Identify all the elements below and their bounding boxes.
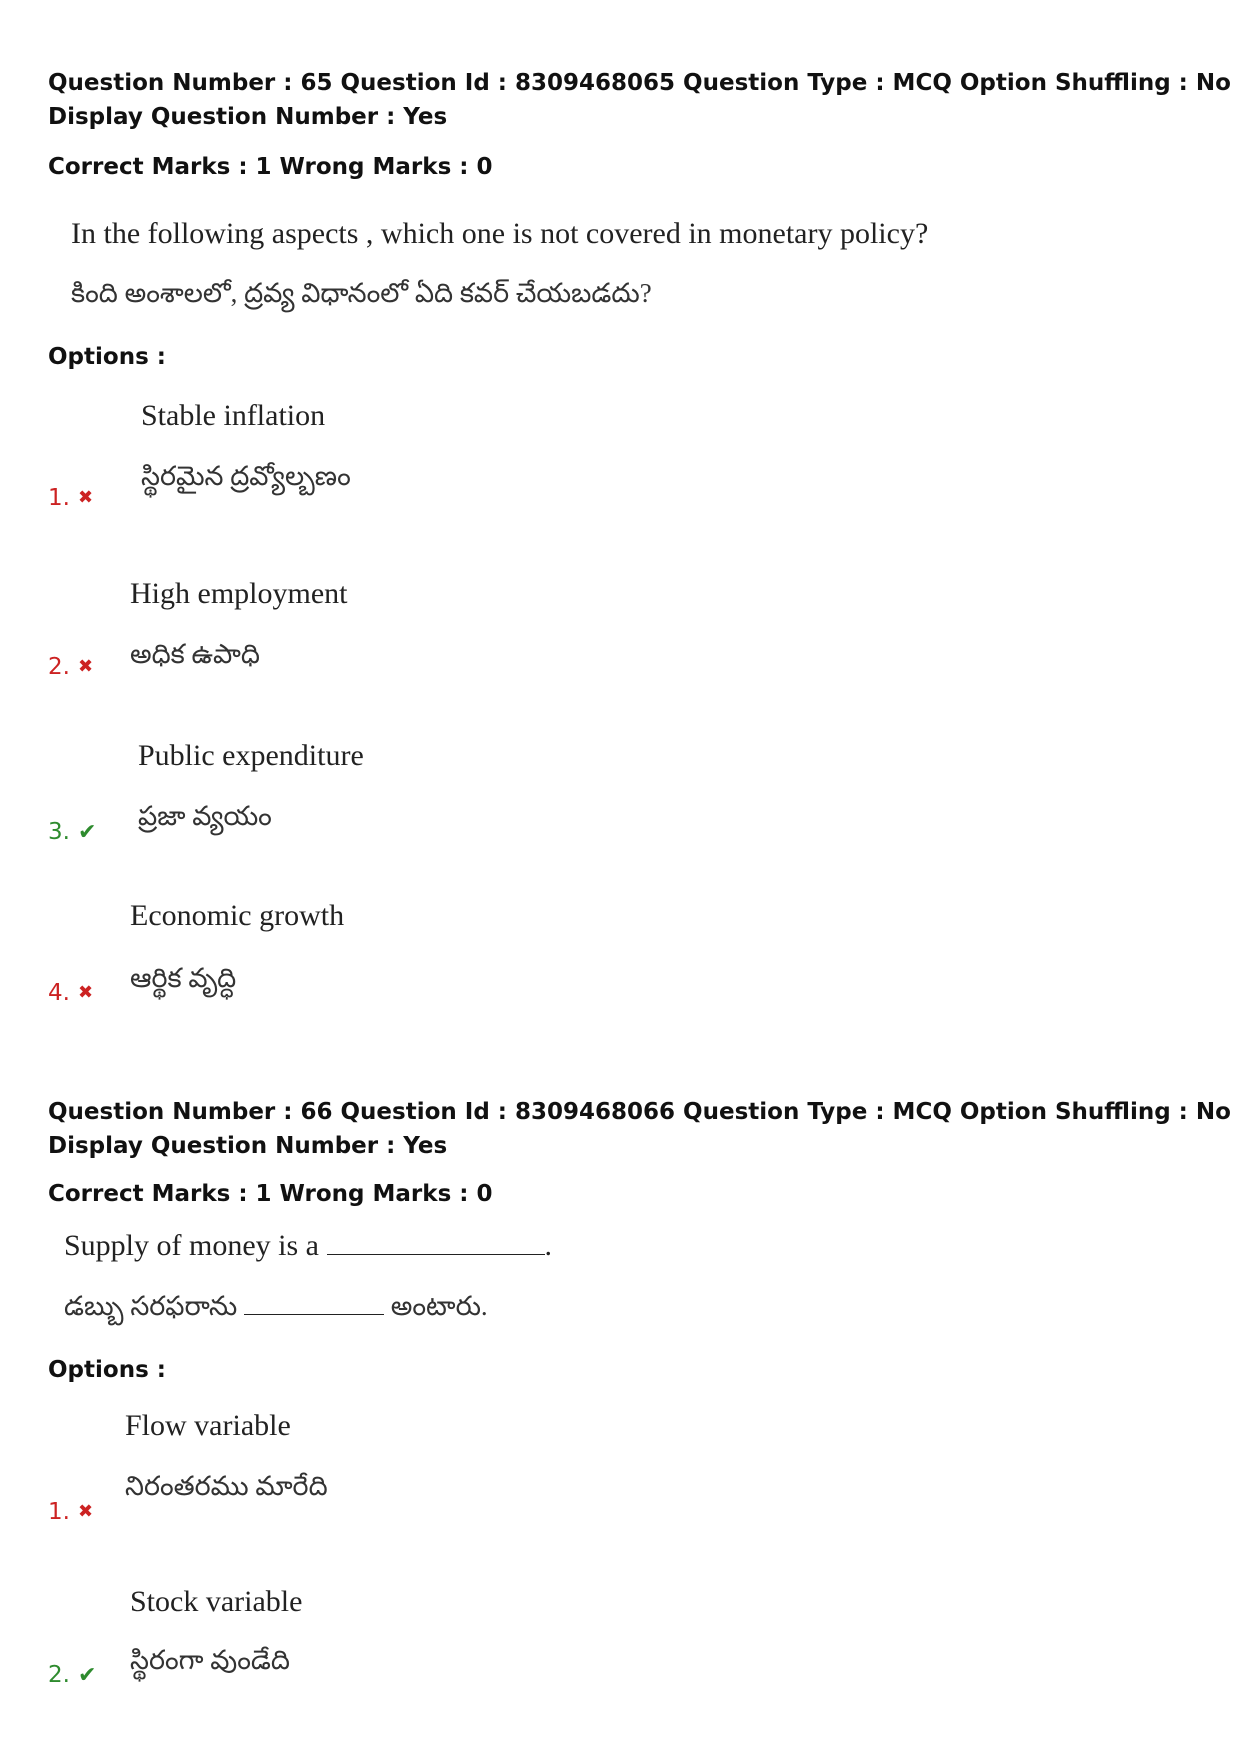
option-text-telugu: ప్రజా వ్యయం (138, 801, 272, 831)
option-number: 3. (48, 819, 70, 845)
option-number: 4. (48, 980, 70, 1006)
cross-icon: ✖ (77, 1501, 94, 1522)
option-text-telugu: స్థిరమైన ద్రవ్యోల్బణం (141, 461, 351, 491)
option-number-wrong (48, 483, 93, 513)
option-number-wrong (48, 652, 93, 682)
fill-in-blank (244, 1288, 384, 1315)
option-number-wrong (48, 978, 93, 1008)
options-label: Options : (48, 1357, 166, 1383)
stem-text-before-blank: డబ్బు సరఫరాను (64, 1291, 238, 1321)
option-text-telugu: స్థిరంగా వుండేది (130, 1645, 290, 1675)
option-text-telugu: ఆర్థిక వృద్ధి (130, 963, 237, 993)
options-label: Options : (48, 344, 166, 370)
question-stem-telugu: కింది అంశాలలో, ద్రవ్య విధానంలో ఏది కవర్ చేయబడదు? (71, 278, 652, 308)
option-number: 1. (48, 1499, 70, 1525)
question-header: Question Number : 65 Question Id : 8309468065 Question Type : MCQ Option Shuffling : No (48, 70, 1231, 96)
option-text-english: Flow variable (125, 1409, 291, 1442)
option-text-english: Economic growth (130, 899, 345, 932)
option-text-english: Stock variable (130, 1585, 303, 1618)
option-text-telugu: నిరంతరము మారేది (125, 1471, 328, 1501)
marks-line: Correct Marks : 1 Wrong Marks : 0 (48, 154, 493, 180)
option-number-correct (48, 817, 96, 848)
marks-line: Correct Marks : 1 Wrong Marks : 0 (48, 1181, 493, 1207)
question-stem-english: In the following aspects , which one is not covered in monetary policy? (71, 217, 929, 250)
stem-text-before-blank: Supply of money is a (64, 1229, 319, 1262)
option-number-wrong (48, 1497, 93, 1527)
question-stem-telugu (64, 1288, 488, 1324)
cross-icon: ✖ (77, 982, 94, 1003)
fill-in-blank (327, 1228, 545, 1255)
cross-icon: ✖ (77, 487, 94, 508)
question-header: Question Number : 66 Question Id : 8309468066 Question Type : MCQ Option Shuffling : No (48, 1099, 1231, 1125)
option-text-telugu: అధిక ఉపాధి (130, 639, 260, 669)
question-stem-english (64, 1228, 552, 1264)
display-question-number: Display Question Number : Yes (48, 1133, 448, 1159)
option-number: 1. (48, 485, 70, 511)
stem-text-after-blank: . (544, 1229, 552, 1262)
option-text-english: Public expenditure (138, 739, 364, 772)
option-number: 2. (48, 1662, 70, 1688)
check-icon: ✔ (77, 1663, 97, 1688)
stem-text-after-blank: అంటారు. (390, 1291, 488, 1321)
option-number: 2. (48, 654, 70, 680)
cross-icon: ✖ (77, 656, 94, 677)
option-text-english: Stable inflation (141, 399, 326, 432)
display-question-number: Display Question Number : Yes (48, 104, 448, 130)
option-number-correct (48, 1660, 96, 1691)
check-icon: ✔ (77, 820, 97, 845)
option-text-english: High employment (130, 577, 348, 610)
